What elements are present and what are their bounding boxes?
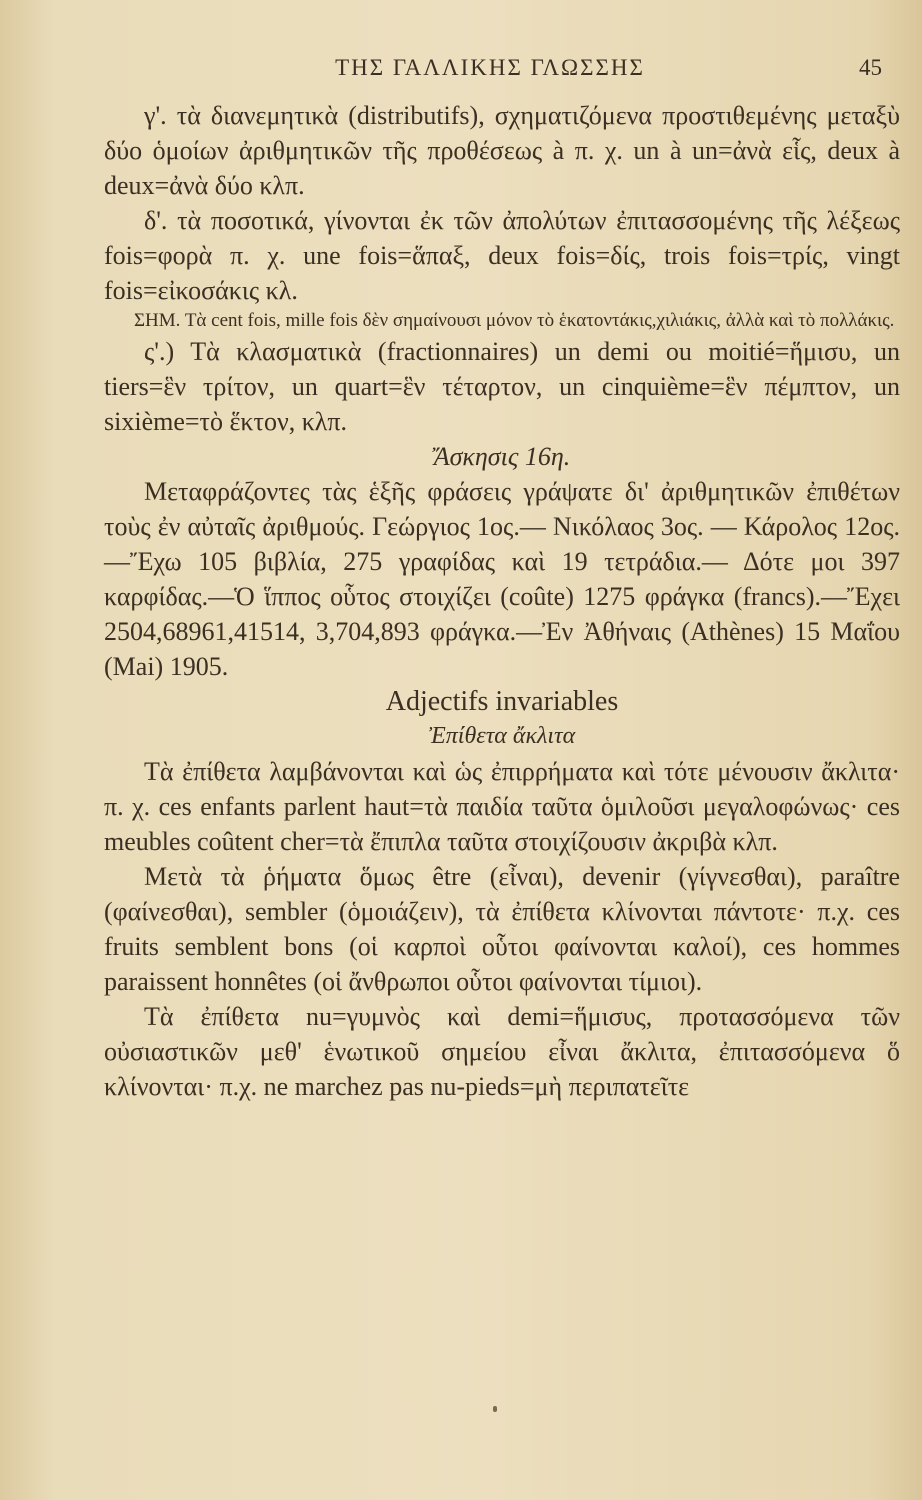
section-title: Adjectifs invariables: [385, 686, 619, 717]
page-number: 45: [859, 55, 882, 80]
page-body: [104, 98, 900, 1104]
section-subtitle: Ἐπίθετα ἄκλιτα: [428, 723, 576, 749]
running-header: ΤΗΣ ΓΑΛΛΙΚΗΣ ΓΛΩΣΣΗΣ: [335, 55, 645, 80]
exercise-title: Ἄσκησις 16η.: [433, 442, 571, 471]
exercise-text: Μεταφράζοντες τὰς ἑξῆς φράσεις γράψατε δι' ἀριθμητικῶν ἐπιθέτων τοὺς ἐν αὐταῖς ἀριθμούς. Γεώργιος 1ος.— Νικόλαος 3ος. — Κάρολος 12ος.—Ἔχω 105 βιβλία, 275 γραφίδας καὶ 19 τετράδια.— Δότε μοι 397 καρφίδας.—Ὁ ἵππος οὗτος στοιχίζει (coûte) 1275 φράγκα (francs).—Ἔχει 2504,68961,41514, 3,704,893 φράγκα.—Ἐν Ἀθήναις (Athènes) 15 Μαΐου (Mai) 1905.: [104, 477, 900, 681]
note-paragraph: ΣΗΜ. Τὰ cent fois, mille fois δὲν σημαίνουσι μόνον τὸ ἑκατοντάκις,χιλιάκις, ἀλλὰ καὶ τὸ πολλάκις.: [134, 310, 895, 331]
paragraph-fractionnaires: ς'.) Τὰ κλασματικὰ (fractionnaires) un demi ou moitié=ἥμισυ, un tiers=ἓν τρίτον, un quart=ἓν τέταρτον, un cinquième=ἓν πέμπτον, un sixième=τὸ ἕκτον, κλπ.: [104, 337, 900, 436]
paragraph-nu-demi: Τὰ ἐπίθετα nu=γυμνὸς καὶ demi=ἥμισυς, προτασσόμενα τῶν οὐσιαστικῶν μεθ' ἑνωτικοῦ σημείου εἶναι ἄκλιτα, ἐπιτασσόμενα ὅ κλίνονται· π.χ. ne marchez pas nu-pieds=μὴ περιπατεῖτε: [104, 1002, 900, 1101]
paragraph-after-verbs: Μετὰ τὰ ῥήματα ὅμως être (εἶναι), devenir (γίγνεσθαι), paraître (φαίνεσθαι), sembler (ὁμοιάζειν), τὰ ἐπίθετα κλίνονται πάντοτε· π.χ. ces fruits semblent bons (οἱ καρποὶ οὗτοι φαίνονται καλοί), ces hommes paraissent honnêtes (οἱ ἄνθρωποι οὗτοι φαίνονται τίμιοι).: [104, 862, 900, 996]
paragraph-adverbial-adjectives: Τὰ ἐπίθετα λαμβάνονται καὶ ὡς ἐπιρρήματα καὶ τότε μένουσιν ἄκλιτα· π. χ. ces enfants parlent haut=τὰ παιδία ταῦτα ὁμιλοῦσι μεγαλοφώνως· ces meubles coûtent cher=τὰ ἔπιπλα ταῦτα στοιχίζουσιν ἀκριβὰ κλπ.: [104, 757, 900, 856]
ink-mark: [493, 1406, 497, 1412]
paragraph-distributifs: γ'. τὰ διανεμητικὰ (distributifs), σχηματιζόμενα προστιθεμένης μεταξὺ δύο ὁμοίων ἀριθμητικῶν τῆς προθέσεως à π. χ. un à un=ἀνὰ εἷς, deux à deux=ἀνὰ δύο κλπ.: [104, 101, 900, 200]
paragraph-multiplicatifs: δ'. τὰ ποσοτικά, γίνονται ἐκ τῶν ἀπολύτων ἐπιτασσομένης τῆς λέξεως fois=φορὰ π. χ. une fois=ἅπαξ, deux fois=δίς, trois fois=τρίς, vingt fois=εἰκοσάκις κλ.: [104, 206, 900, 305]
